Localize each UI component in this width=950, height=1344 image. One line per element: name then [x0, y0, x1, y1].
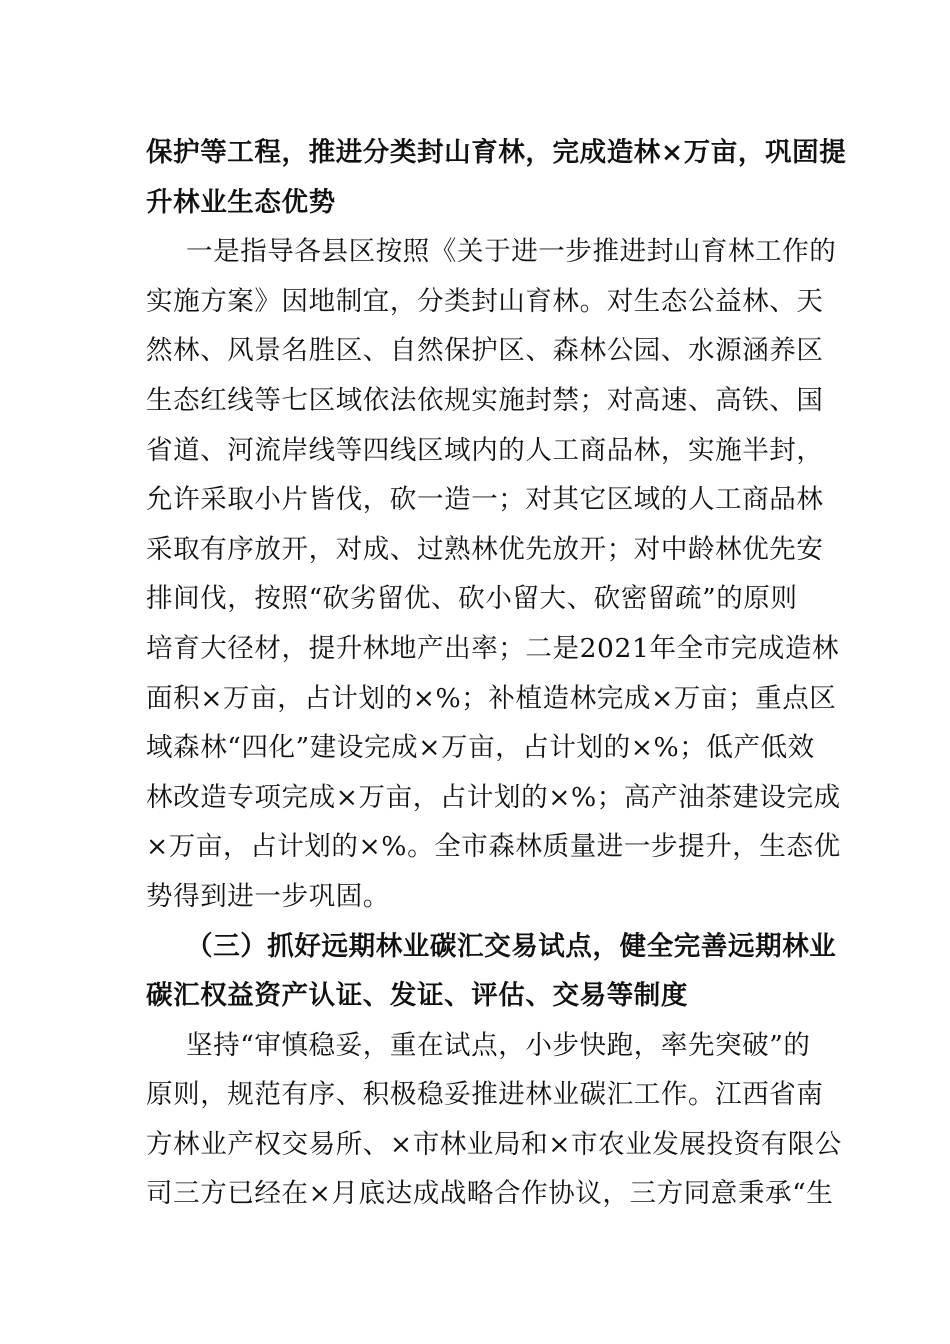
document-body: [146, 128, 847, 1219]
paragraph-line: 生态红线等七区域依法依规实施封禁；对高速、高铁、国: [146, 384, 824, 416]
paragraph-line: 允许采取小片皆伐，砍一造一；对其它区域的人工商品林: [146, 484, 824, 516]
paragraph-line: 面积×万亩，占计划的×%；补植造林完成×万亩；重点区: [146, 682, 837, 714]
paragraph-line: 方林业产权交易所、×市林业局和×市农业发展投资有限公: [146, 1128, 843, 1160]
paragraph-line: ×万亩，占计划的×%。全市森林质量进一步提升，生态优: [146, 831, 841, 863]
paragraph-line: 原则，规范有序、积极稳妥推进林业碳汇工作。江西省南: [146, 1079, 824, 1111]
paragraph-line: 林改造专项完成×万亩，占计划的×%；高产油茶建设完成: [146, 781, 841, 813]
paragraph-line: 一是指导各县区按照《关于进一步推进封山育林工作的: [186, 236, 837, 268]
heading-line-2: 升林业生态优势: [146, 186, 336, 218]
paragraph-line: 域森林“四化”建设完成×万亩，占计划的×%；低产低效: [146, 732, 815, 764]
paragraph-line: 然林、风景名胜区、自然保护区、森林公园、水源涵养区: [146, 335, 824, 367]
paragraph-line: 坚持“审慎稳妥，重在试点，小步快跑，率先突破”的: [186, 1029, 811, 1061]
section-heading-line-2: 碳汇权益资产认证、发证、评估、交易等制度: [146, 980, 688, 1012]
paragraph-line: 培育大径材，提升林地产出率；二是2021年全市完成造林: [146, 632, 840, 664]
paragraph-line: 排间伐，按照“砍劣留优、砍小留大、砍密留疏”的原则: [146, 583, 798, 615]
paragraph-line: 省道、河流岸线等四线区域内的人工商品林，实施半封，: [146, 434, 824, 466]
paragraph-line: 司三方已经在×月底达成战略合作协议，三方同意秉承“生: [146, 1178, 834, 1210]
paragraph-line: 势得到进一步巩固。: [146, 880, 390, 912]
paragraph-line: 实施方案》因地制宜，分类封山育林。对生态公益林、天: [146, 285, 824, 317]
paragraph-line: 采取有序放开，对成、过熟林优先放开；对中龄林优先安: [146, 533, 824, 565]
heading-line-1: 保护等工程，推进分类封山育林，完成造林×万亩，巩固提: [146, 137, 847, 168]
section-heading-line-1: （三）抓好远期林业碳汇交易试点，健全完善远期林业: [186, 930, 837, 962]
